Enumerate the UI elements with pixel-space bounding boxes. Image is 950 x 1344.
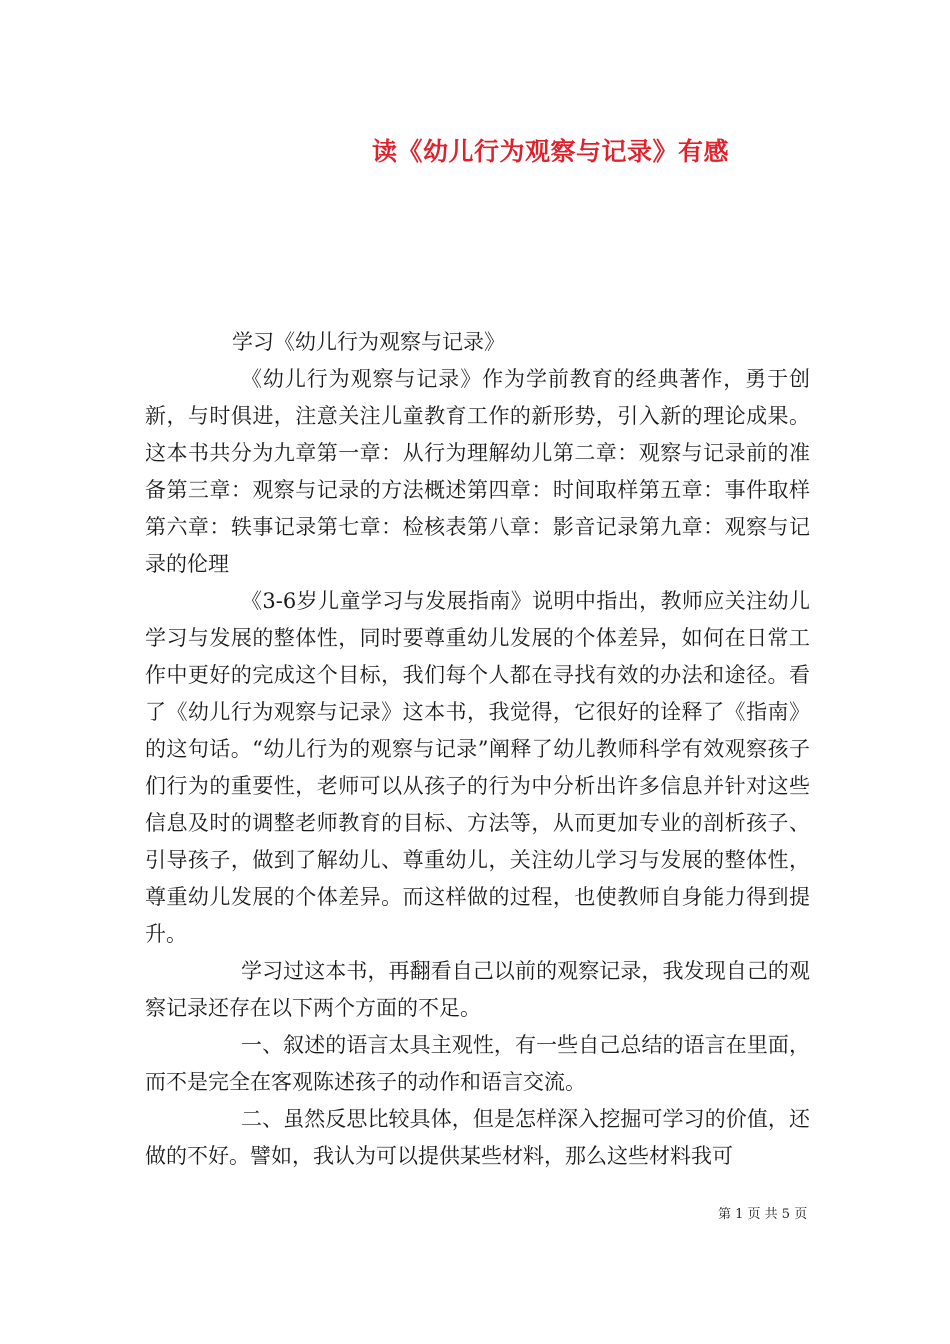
paragraph-text: 一、叙述的语言太具主观性，有一些自己总结的语言在里面，而不是完全在客观陈述孩子的动作和语言交流。	[145, 1033, 810, 1094]
paragraph-2	[145, 583, 810, 953]
paragraph-4	[145, 1027, 810, 1101]
paragraph-text: 《幼儿行为观察与记录》作为学前教育的经典著作，勇于创新，与时俱进，注意关注儿童教育工作的新形势，引入新的理论成果。这本书共分为九章第一章：从行为理解幼儿第二章：观察与记录前的准备第三章：观察与记录的方法概述第四章：时间取样第五章：事件取样第六章：轶事记录第七章：检核表第八章：影音记录第九章：观察与记录的伦理	[145, 367, 810, 576]
paragraph-text: 二、虽然反思比较具体，但是怎样深入挖掘可学习的价值，还做的不好。譬如，我认为可以提供某些材料，那么这些材料我可	[145, 1107, 810, 1168]
paragraph-5	[145, 1101, 810, 1175]
document-title: 读《幼儿行为观察与记录》有感	[372, 137, 730, 166]
page-number-footer: 第 1 页 共 5 页	[718, 1207, 808, 1222]
section-subheading: 学习《幼儿行为观察与记录》	[232, 330, 505, 354]
paragraph-1	[145, 361, 810, 583]
paragraph-text: 《3-6岁儿童学习与发展指南》说明中指出，教师应关注幼儿学习与发展的整体性，同时要尊重幼儿发展的个体差异，如何在日常工作中更好的完成这个目标，我们每个人都在寻找有效的办法和途径。看了《幼儿行为观察与记录》这本书，我觉得，它很好的诠释了《指南》的这句话。“幼儿行为的观察与记录”阐释了幼儿教师科学有效观察孩子们行为的重要性，老师可以从孩子的行为中分析出许多信息并针对这些信息及时的调整老师教育的目标、方法等，从而更加专业的剖析孩子、引导孩子，做到了解幼儿、尊重幼儿，关注幼儿学习与发展的整体性，尊重幼儿发展的个体差异。而这样做的过程，也使教师自身能力得到提升。	[145, 589, 810, 946]
paragraph-text: 学习过这本书，再翻看自己以前的观察记录，我发现自己的观察记录还存在以下两个方面的不足。	[145, 959, 810, 1020]
paragraph-3	[145, 953, 810, 1027]
